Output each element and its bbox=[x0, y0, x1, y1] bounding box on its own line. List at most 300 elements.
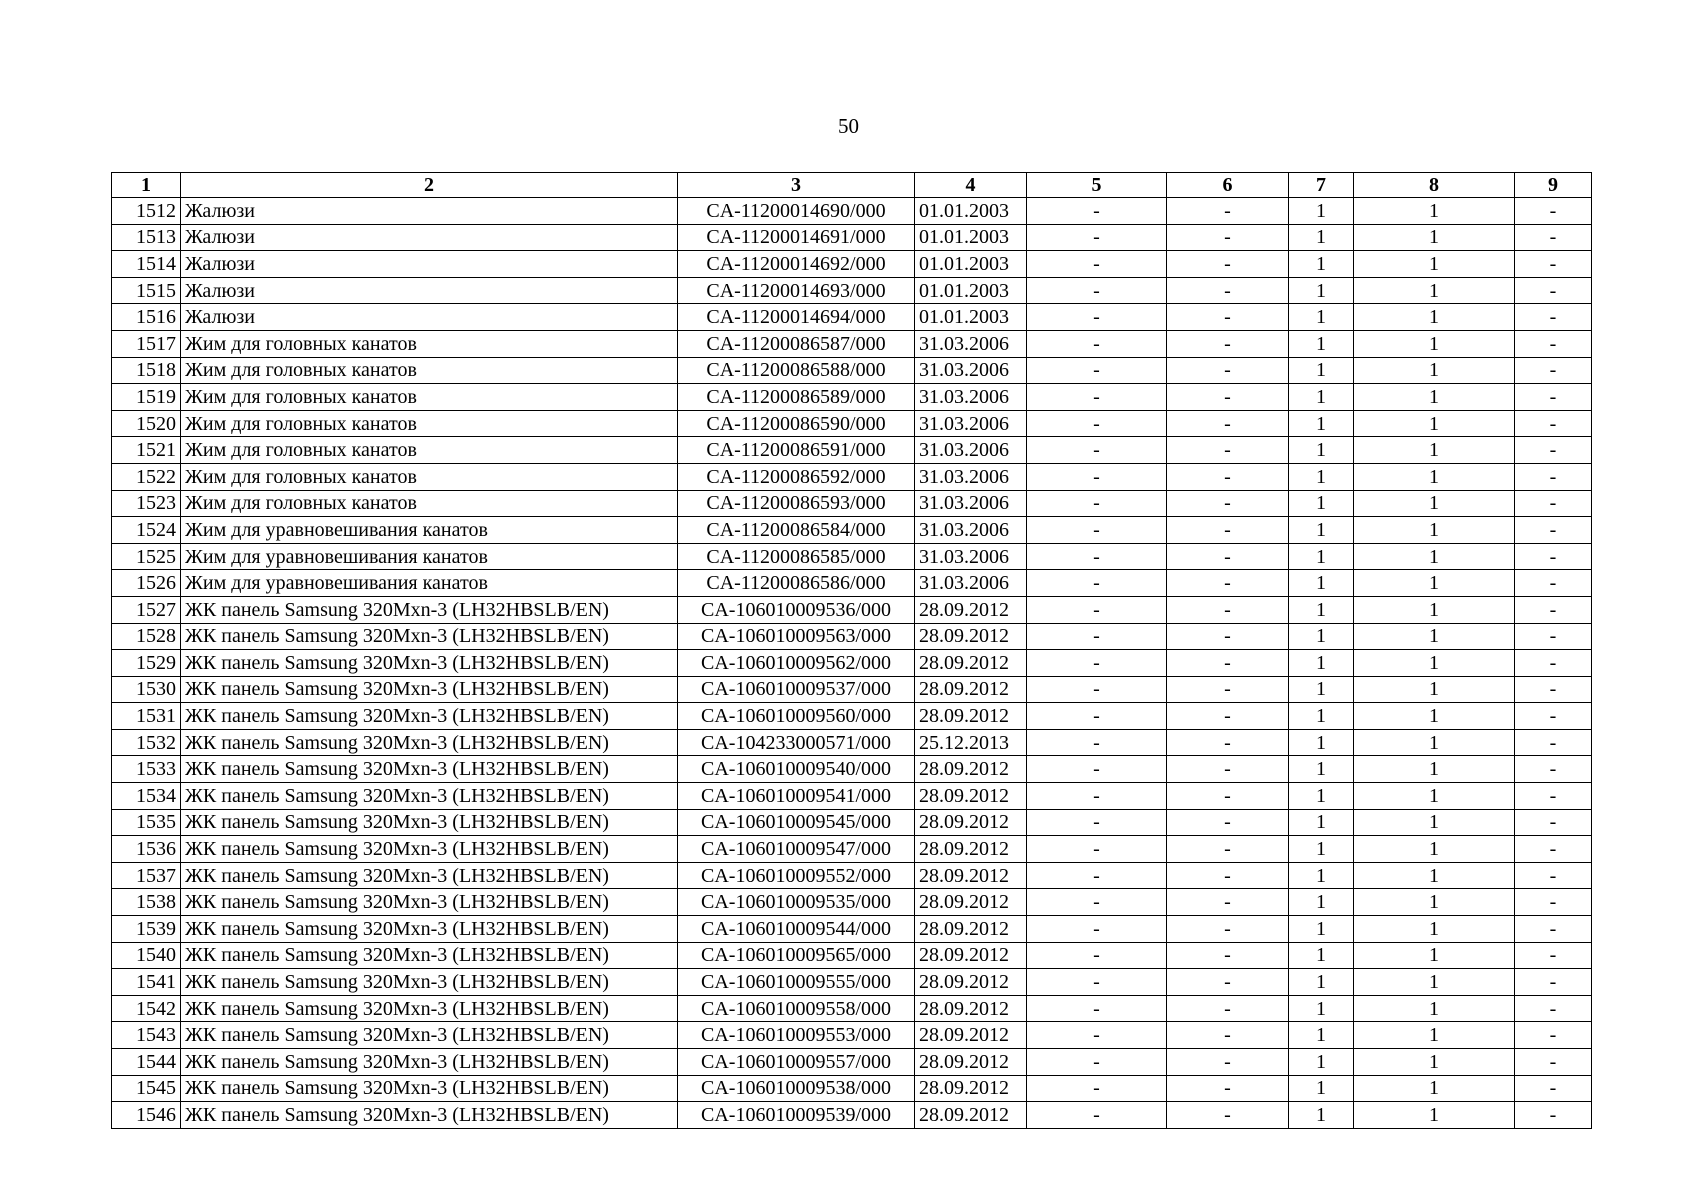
col-8-value-cell: 1 bbox=[1354, 490, 1515, 517]
col-9-value-cell: - bbox=[1515, 756, 1592, 783]
table-row bbox=[112, 517, 1592, 544]
col-8-value-cell: 1 bbox=[1354, 916, 1515, 943]
col-8-value-cell: 1 bbox=[1354, 889, 1515, 916]
row-number-cell: 1518 bbox=[112, 357, 181, 384]
col-9-value-cell: - bbox=[1515, 517, 1592, 544]
col-8-value-cell: 1 bbox=[1354, 1022, 1515, 1049]
table-row bbox=[112, 995, 1592, 1022]
col-5-value-cell: - bbox=[1027, 862, 1167, 889]
table-row bbox=[112, 384, 1592, 411]
table-row bbox=[112, 862, 1592, 889]
col-5-value-cell: - bbox=[1027, 251, 1167, 278]
col-6-value-cell: - bbox=[1167, 969, 1289, 996]
item-name-cell: ЖК панель Samsung 320Mxn-3 (LH32HBSLB/EN) bbox=[181, 995, 678, 1022]
item-name-cell: Жим для головных канатов bbox=[181, 410, 678, 437]
date-cell: 28.09.2012 bbox=[915, 916, 1027, 943]
item-name-cell: ЖК панель Samsung 320Mxn-3 (LH32HBSLB/EN) bbox=[181, 942, 678, 969]
col-9-value-cell: - bbox=[1515, 650, 1592, 677]
row-number-cell: 1521 bbox=[112, 437, 181, 464]
col-6-value-cell: - bbox=[1167, 596, 1289, 623]
row-number-cell: 1546 bbox=[112, 1102, 181, 1129]
date-cell: 28.09.2012 bbox=[915, 596, 1027, 623]
table-row bbox=[112, 676, 1592, 703]
col-5-value-cell: - bbox=[1027, 836, 1167, 863]
col-5-value-cell: - bbox=[1027, 1022, 1167, 1049]
table-row bbox=[112, 570, 1592, 597]
table-row bbox=[112, 543, 1592, 570]
col-8-value-cell: 1 bbox=[1354, 463, 1515, 490]
row-number-cell: 1527 bbox=[112, 596, 181, 623]
date-cell: 31.03.2006 bbox=[915, 330, 1027, 357]
col-9-value-cell: - bbox=[1515, 437, 1592, 464]
item-name-cell: Жим для головных канатов bbox=[181, 490, 678, 517]
inventory-code-cell: CA-106010009547/000 bbox=[678, 836, 915, 863]
col-5-value-cell: - bbox=[1027, 384, 1167, 411]
date-cell: 28.09.2012 bbox=[915, 862, 1027, 889]
col-9-value-cell: - bbox=[1515, 1102, 1592, 1129]
inventory-code-cell: CA-106010009538/000 bbox=[678, 1075, 915, 1102]
table-row bbox=[112, 783, 1592, 810]
inventory-code-cell: CA-106010009536/000 bbox=[678, 596, 915, 623]
col-7-value-cell: 1 bbox=[1289, 251, 1354, 278]
col-7-value-cell: 1 bbox=[1289, 543, 1354, 570]
page-number: 50 bbox=[838, 114, 859, 138]
col-9-value-cell: - bbox=[1515, 676, 1592, 703]
col-8-value-cell: 1 bbox=[1354, 1049, 1515, 1076]
col-8-value-cell: 1 bbox=[1354, 1075, 1515, 1102]
col-6-value-cell: - bbox=[1167, 330, 1289, 357]
item-name-cell: ЖК панель Samsung 320Mxn-3 (LH32HBSLB/EN) bbox=[181, 889, 678, 916]
column-header: 5 bbox=[1027, 173, 1167, 198]
row-number-cell: 1542 bbox=[112, 995, 181, 1022]
date-cell: 31.03.2006 bbox=[915, 357, 1027, 384]
col-7-value-cell: 1 bbox=[1289, 995, 1354, 1022]
col-9-value-cell: - bbox=[1515, 969, 1592, 996]
col-9-value-cell: - bbox=[1515, 783, 1592, 810]
col-8-value-cell: 1 bbox=[1354, 969, 1515, 996]
item-name-cell: ЖК панель Samsung 320Mxn-3 (LH32HBSLB/EN) bbox=[181, 783, 678, 810]
item-name-cell: ЖК панель Samsung 320Mxn-3 (LH32HBSLB/EN) bbox=[181, 1022, 678, 1049]
col-6-value-cell: - bbox=[1167, 729, 1289, 756]
row-number-cell: 1526 bbox=[112, 570, 181, 597]
col-9-value-cell: - bbox=[1515, 304, 1592, 331]
col-5-value-cell: - bbox=[1027, 729, 1167, 756]
item-name-cell: Жим для уравновешивания канатов bbox=[181, 570, 678, 597]
col-9-value-cell: - bbox=[1515, 198, 1592, 225]
inventory-code-cell: CA-106010009555/000 bbox=[678, 969, 915, 996]
col-8-value-cell: 1 bbox=[1354, 756, 1515, 783]
col-9-value-cell: - bbox=[1515, 862, 1592, 889]
date-cell: 31.03.2006 bbox=[915, 437, 1027, 464]
col-5-value-cell: - bbox=[1027, 198, 1167, 225]
row-number-cell: 1522 bbox=[112, 463, 181, 490]
col-7-value-cell: 1 bbox=[1289, 490, 1354, 517]
item-name-cell: ЖК панель Samsung 320Mxn-3 (LH32HBSLB/EN) bbox=[181, 862, 678, 889]
col-8-value-cell: 1 bbox=[1354, 995, 1515, 1022]
column-header: 9 bbox=[1515, 173, 1592, 198]
col-6-value-cell: - bbox=[1167, 862, 1289, 889]
row-number-cell: 1543 bbox=[112, 1022, 181, 1049]
row-number-cell: 1519 bbox=[112, 384, 181, 411]
col-9-value-cell: - bbox=[1515, 916, 1592, 943]
date-cell: 31.03.2006 bbox=[915, 384, 1027, 411]
date-cell: 28.09.2012 bbox=[915, 783, 1027, 810]
row-number-cell: 1532 bbox=[112, 729, 181, 756]
inventory-code-cell: CA-106010009541/000 bbox=[678, 783, 915, 810]
table-row bbox=[112, 437, 1592, 464]
col-7-value-cell: 1 bbox=[1289, 729, 1354, 756]
inventory-code-cell: CA-106010009565/000 bbox=[678, 942, 915, 969]
col-7-value-cell: 1 bbox=[1289, 304, 1354, 331]
col-7-value-cell: 1 bbox=[1289, 198, 1354, 225]
col-6-value-cell: - bbox=[1167, 889, 1289, 916]
date-cell: 28.09.2012 bbox=[915, 1022, 1027, 1049]
col-6-value-cell: - bbox=[1167, 357, 1289, 384]
col-8-value-cell: 1 bbox=[1354, 836, 1515, 863]
col-5-value-cell: - bbox=[1027, 1102, 1167, 1129]
col-9-value-cell: - bbox=[1515, 809, 1592, 836]
inventory-code-cell: CA-11200086586/000 bbox=[678, 570, 915, 597]
item-name-cell: ЖК панель Samsung 320Mxn-3 (LH32HBSLB/EN) bbox=[181, 650, 678, 677]
col-9-value-cell: - bbox=[1515, 942, 1592, 969]
date-cell: 28.09.2012 bbox=[915, 756, 1027, 783]
col-7-value-cell: 1 bbox=[1289, 277, 1354, 304]
col-5-value-cell: - bbox=[1027, 570, 1167, 597]
row-number-cell: 1516 bbox=[112, 304, 181, 331]
col-5-value-cell: - bbox=[1027, 304, 1167, 331]
inventory-code-cell: CA-11200086590/000 bbox=[678, 410, 915, 437]
item-name-cell: ЖК панель Samsung 320Mxn-3 (LH32HBSLB/EN) bbox=[181, 836, 678, 863]
table-row bbox=[112, 809, 1592, 836]
col-9-value-cell: - bbox=[1515, 357, 1592, 384]
table-row bbox=[112, 942, 1592, 969]
inventory-code-cell: CA-11200086592/000 bbox=[678, 463, 915, 490]
col-8-value-cell: 1 bbox=[1354, 277, 1515, 304]
col-5-value-cell: - bbox=[1027, 517, 1167, 544]
date-cell: 28.09.2012 bbox=[915, 942, 1027, 969]
col-6-value-cell: - bbox=[1167, 650, 1289, 677]
col-9-value-cell: - bbox=[1515, 596, 1592, 623]
item-name-cell: Жим для головных канатов bbox=[181, 384, 678, 411]
col-9-value-cell: - bbox=[1515, 995, 1592, 1022]
column-header: 3 bbox=[678, 173, 915, 198]
table-body bbox=[112, 198, 1592, 1129]
col-6-value-cell: - bbox=[1167, 783, 1289, 810]
col-8-value-cell: 1 bbox=[1354, 703, 1515, 730]
col-5-value-cell: - bbox=[1027, 410, 1167, 437]
col-8-value-cell: 1 bbox=[1354, 198, 1515, 225]
column-header: 8 bbox=[1354, 173, 1515, 198]
item-name-cell: Жалюзи bbox=[181, 198, 678, 225]
col-9-value-cell: - bbox=[1515, 623, 1592, 650]
item-name-cell: ЖК панель Samsung 320Mxn-3 (LH32HBSLB/EN) bbox=[181, 969, 678, 996]
col-6-value-cell: - bbox=[1167, 916, 1289, 943]
table-row bbox=[112, 756, 1592, 783]
inventory-code-cell: CA-106010009560/000 bbox=[678, 703, 915, 730]
col-5-value-cell: - bbox=[1027, 676, 1167, 703]
item-name-cell: Жалюзи bbox=[181, 224, 678, 251]
date-cell: 28.09.2012 bbox=[915, 809, 1027, 836]
table-header-row bbox=[112, 173, 1592, 198]
col-9-value-cell: - bbox=[1515, 836, 1592, 863]
inventory-code-cell: CA-11200014694/000 bbox=[678, 304, 915, 331]
inventory-code-cell: CA-106010009562/000 bbox=[678, 650, 915, 677]
inventory-code-cell: CA-11200086584/000 bbox=[678, 517, 915, 544]
col-6-value-cell: - bbox=[1167, 1022, 1289, 1049]
item-name-cell: ЖК панель Samsung 320Mxn-3 (LH32HBSLB/EN) bbox=[181, 916, 678, 943]
col-7-value-cell: 1 bbox=[1289, 1102, 1354, 1129]
col-6-value-cell: - bbox=[1167, 463, 1289, 490]
column-header: 2 bbox=[181, 173, 678, 198]
item-name-cell: Жалюзи bbox=[181, 251, 678, 278]
col-7-value-cell: 1 bbox=[1289, 1022, 1354, 1049]
col-5-value-cell: - bbox=[1027, 995, 1167, 1022]
table-row bbox=[112, 330, 1592, 357]
column-header: 1 bbox=[112, 173, 181, 198]
col-5-value-cell: - bbox=[1027, 809, 1167, 836]
table-row bbox=[112, 623, 1592, 650]
col-6-value-cell: - bbox=[1167, 995, 1289, 1022]
col-8-value-cell: 1 bbox=[1354, 942, 1515, 969]
col-6-value-cell: - bbox=[1167, 198, 1289, 225]
col-9-value-cell: - bbox=[1515, 729, 1592, 756]
col-5-value-cell: - bbox=[1027, 277, 1167, 304]
item-name-cell: Жалюзи bbox=[181, 277, 678, 304]
col-9-value-cell: - bbox=[1515, 330, 1592, 357]
col-9-value-cell: - bbox=[1515, 384, 1592, 411]
col-9-value-cell: - bbox=[1515, 410, 1592, 437]
table-row bbox=[112, 916, 1592, 943]
row-number-cell: 1538 bbox=[112, 889, 181, 916]
col-5-value-cell: - bbox=[1027, 596, 1167, 623]
col-5-value-cell: - bbox=[1027, 1075, 1167, 1102]
col-8-value-cell: 1 bbox=[1354, 330, 1515, 357]
row-number-cell: 1535 bbox=[112, 809, 181, 836]
col-9-value-cell: - bbox=[1515, 224, 1592, 251]
row-number-cell: 1517 bbox=[112, 330, 181, 357]
date-cell: 01.01.2003 bbox=[915, 198, 1027, 225]
table-row bbox=[112, 1022, 1592, 1049]
item-name-cell: Жим для головных канатов bbox=[181, 437, 678, 464]
col-5-value-cell: - bbox=[1027, 1049, 1167, 1076]
item-name-cell: ЖК панель Samsung 320Mxn-3 (LH32HBSLB/EN) bbox=[181, 623, 678, 650]
inventory-code-cell: CA-104233000571/000 bbox=[678, 729, 915, 756]
item-name-cell: Жим для уравновешивания канатов bbox=[181, 543, 678, 570]
col-5-value-cell: - bbox=[1027, 543, 1167, 570]
row-number-cell: 1524 bbox=[112, 517, 181, 544]
row-number-cell: 1531 bbox=[112, 703, 181, 730]
col-6-value-cell: - bbox=[1167, 304, 1289, 331]
col-6-value-cell: - bbox=[1167, 543, 1289, 570]
col-6-value-cell: - bbox=[1167, 756, 1289, 783]
col-6-value-cell: - bbox=[1167, 224, 1289, 251]
row-number-cell: 1537 bbox=[112, 862, 181, 889]
col-6-value-cell: - bbox=[1167, 277, 1289, 304]
item-name-cell: ЖК панель Samsung 320Mxn-3 (LH32HBSLB/EN) bbox=[181, 596, 678, 623]
inventory-code-cell: CA-106010009553/000 bbox=[678, 1022, 915, 1049]
item-name-cell: Жим для головных канатов bbox=[181, 463, 678, 490]
col-5-value-cell: - bbox=[1027, 703, 1167, 730]
inventory-code-cell: CA-11200086587/000 bbox=[678, 330, 915, 357]
table-row bbox=[112, 224, 1592, 251]
date-cell: 28.09.2012 bbox=[915, 1075, 1027, 1102]
row-number-cell: 1539 bbox=[112, 916, 181, 943]
row-number-cell: 1540 bbox=[112, 942, 181, 969]
col-5-value-cell: - bbox=[1027, 437, 1167, 464]
col-8-value-cell: 1 bbox=[1354, 224, 1515, 251]
inventory-code-cell: CA-106010009539/000 bbox=[678, 1102, 915, 1129]
item-name-cell: ЖК панель Samsung 320Mxn-3 (LH32HBSLB/EN) bbox=[181, 809, 678, 836]
col-6-value-cell: - bbox=[1167, 703, 1289, 730]
col-9-value-cell: - bbox=[1515, 570, 1592, 597]
inventory-code-cell: CA-11200086591/000 bbox=[678, 437, 915, 464]
column-header: 4 bbox=[915, 173, 1027, 198]
col-7-value-cell: 1 bbox=[1289, 809, 1354, 836]
col-5-value-cell: - bbox=[1027, 942, 1167, 969]
col-5-value-cell: - bbox=[1027, 650, 1167, 677]
item-name-cell: ЖК панель Samsung 320Mxn-3 (LH32HBSLB/EN) bbox=[181, 703, 678, 730]
col-8-value-cell: 1 bbox=[1354, 862, 1515, 889]
col-9-value-cell: - bbox=[1515, 277, 1592, 304]
col-6-value-cell: - bbox=[1167, 517, 1289, 544]
col-5-value-cell: - bbox=[1027, 357, 1167, 384]
col-8-value-cell: 1 bbox=[1354, 410, 1515, 437]
col-7-value-cell: 1 bbox=[1289, 889, 1354, 916]
col-9-value-cell: - bbox=[1515, 703, 1592, 730]
date-cell: 28.09.2012 bbox=[915, 650, 1027, 677]
col-7-value-cell: 1 bbox=[1289, 570, 1354, 597]
inventory-code-cell: CA-106010009557/000 bbox=[678, 1049, 915, 1076]
row-number-cell: 1515 bbox=[112, 277, 181, 304]
col-7-value-cell: 1 bbox=[1289, 437, 1354, 464]
inventory-code-cell: CA-106010009537/000 bbox=[678, 676, 915, 703]
date-cell: 28.09.2012 bbox=[915, 703, 1027, 730]
table-row bbox=[112, 357, 1592, 384]
table-row bbox=[112, 277, 1592, 304]
col-7-value-cell: 1 bbox=[1289, 676, 1354, 703]
col-7-value-cell: 1 bbox=[1289, 862, 1354, 889]
inventory-code-cell: CA-11200014691/000 bbox=[678, 224, 915, 251]
row-number-cell: 1523 bbox=[112, 490, 181, 517]
inventory-code-cell: CA-11200014692/000 bbox=[678, 251, 915, 278]
date-cell: 25.12.2013 bbox=[915, 729, 1027, 756]
col-9-value-cell: - bbox=[1515, 251, 1592, 278]
item-name-cell: ЖК панель Samsung 320Mxn-3 (LH32HBSLB/EN) bbox=[181, 676, 678, 703]
row-number-cell: 1529 bbox=[112, 650, 181, 677]
row-number-cell: 1514 bbox=[112, 251, 181, 278]
col-9-value-cell: - bbox=[1515, 889, 1592, 916]
col-7-value-cell: 1 bbox=[1289, 517, 1354, 544]
col-8-value-cell: 1 bbox=[1354, 543, 1515, 570]
table-row bbox=[112, 1102, 1592, 1129]
inventory-code-cell: CA-106010009545/000 bbox=[678, 809, 915, 836]
col-7-value-cell: 1 bbox=[1289, 357, 1354, 384]
col-6-value-cell: - bbox=[1167, 1102, 1289, 1129]
date-cell: 28.09.2012 bbox=[915, 969, 1027, 996]
table-row bbox=[112, 729, 1592, 756]
row-number-cell: 1533 bbox=[112, 756, 181, 783]
date-cell: 31.03.2006 bbox=[915, 463, 1027, 490]
date-cell: 01.01.2003 bbox=[915, 277, 1027, 304]
col-5-value-cell: - bbox=[1027, 490, 1167, 517]
date-cell: 28.09.2012 bbox=[915, 1102, 1027, 1129]
col-9-value-cell: - bbox=[1515, 543, 1592, 570]
col-7-value-cell: 1 bbox=[1289, 330, 1354, 357]
item-name-cell: ЖК панель Samsung 320Mxn-3 (LH32HBSLB/EN) bbox=[181, 1049, 678, 1076]
col-8-value-cell: 1 bbox=[1354, 676, 1515, 703]
inventory-code-cell: CA-106010009544/000 bbox=[678, 916, 915, 943]
date-cell: 01.01.2003 bbox=[915, 251, 1027, 278]
col-7-value-cell: 1 bbox=[1289, 623, 1354, 650]
col-6-value-cell: - bbox=[1167, 1049, 1289, 1076]
col-8-value-cell: 1 bbox=[1354, 251, 1515, 278]
row-number-cell: 1520 bbox=[112, 410, 181, 437]
col-7-value-cell: 1 bbox=[1289, 650, 1354, 677]
col-9-value-cell: - bbox=[1515, 1049, 1592, 1076]
table-row bbox=[112, 1049, 1592, 1076]
column-header: 7 bbox=[1289, 173, 1354, 198]
col-5-value-cell: - bbox=[1027, 224, 1167, 251]
table-row bbox=[112, 198, 1592, 225]
date-cell: 28.09.2012 bbox=[915, 836, 1027, 863]
col-8-value-cell: 1 bbox=[1354, 357, 1515, 384]
col-6-value-cell: - bbox=[1167, 942, 1289, 969]
row-number-cell: 1513 bbox=[112, 224, 181, 251]
inventory-code-cell: CA-11200086593/000 bbox=[678, 490, 915, 517]
date-cell: 28.09.2012 bbox=[915, 1049, 1027, 1076]
item-name-cell: ЖК панель Samsung 320Mxn-3 (LH32HBSLB/EN) bbox=[181, 729, 678, 756]
date-cell: 01.01.2003 bbox=[915, 224, 1027, 251]
col-8-value-cell: 1 bbox=[1354, 650, 1515, 677]
table-row bbox=[112, 889, 1592, 916]
date-cell: 28.09.2012 bbox=[915, 995, 1027, 1022]
col-8-value-cell: 1 bbox=[1354, 1102, 1515, 1129]
col-8-value-cell: 1 bbox=[1354, 517, 1515, 544]
col-7-value-cell: 1 bbox=[1289, 783, 1354, 810]
col-7-value-cell: 1 bbox=[1289, 942, 1354, 969]
inventory-code-cell: CA-11200014690/000 bbox=[678, 198, 915, 225]
table-row bbox=[112, 1075, 1592, 1102]
col-7-value-cell: 1 bbox=[1289, 384, 1354, 411]
item-name-cell: ЖК панель Samsung 320Mxn-3 (LH32HBSLB/EN) bbox=[181, 756, 678, 783]
row-number-cell: 1544 bbox=[112, 1049, 181, 1076]
inventory-code-cell: CA-11200014693/000 bbox=[678, 277, 915, 304]
col-7-value-cell: 1 bbox=[1289, 703, 1354, 730]
item-name-cell: Жим для уравновешивания канатов bbox=[181, 517, 678, 544]
table-row bbox=[112, 490, 1592, 517]
col-6-value-cell: - bbox=[1167, 570, 1289, 597]
col-6-value-cell: - bbox=[1167, 410, 1289, 437]
row-number-cell: 1512 bbox=[112, 198, 181, 225]
col-8-value-cell: 1 bbox=[1354, 783, 1515, 810]
table-row bbox=[112, 463, 1592, 490]
inventory-code-cell: CA-106010009563/000 bbox=[678, 623, 915, 650]
inventory-code-cell: CA-11200086588/000 bbox=[678, 357, 915, 384]
col-9-value-cell: - bbox=[1515, 490, 1592, 517]
col-7-value-cell: 1 bbox=[1289, 463, 1354, 490]
col-9-value-cell: - bbox=[1515, 463, 1592, 490]
col-5-value-cell: - bbox=[1027, 916, 1167, 943]
col-6-value-cell: - bbox=[1167, 676, 1289, 703]
col-6-value-cell: - bbox=[1167, 1075, 1289, 1102]
col-8-value-cell: 1 bbox=[1354, 570, 1515, 597]
date-cell: 31.03.2006 bbox=[915, 543, 1027, 570]
col-5-value-cell: - bbox=[1027, 783, 1167, 810]
item-name-cell: Жим для головных канатов bbox=[181, 330, 678, 357]
item-name-cell: ЖК панель Samsung 320Mxn-3 (LH32HBSLB/EN) bbox=[181, 1075, 678, 1102]
col-7-value-cell: 1 bbox=[1289, 836, 1354, 863]
col-7-value-cell: 1 bbox=[1289, 224, 1354, 251]
